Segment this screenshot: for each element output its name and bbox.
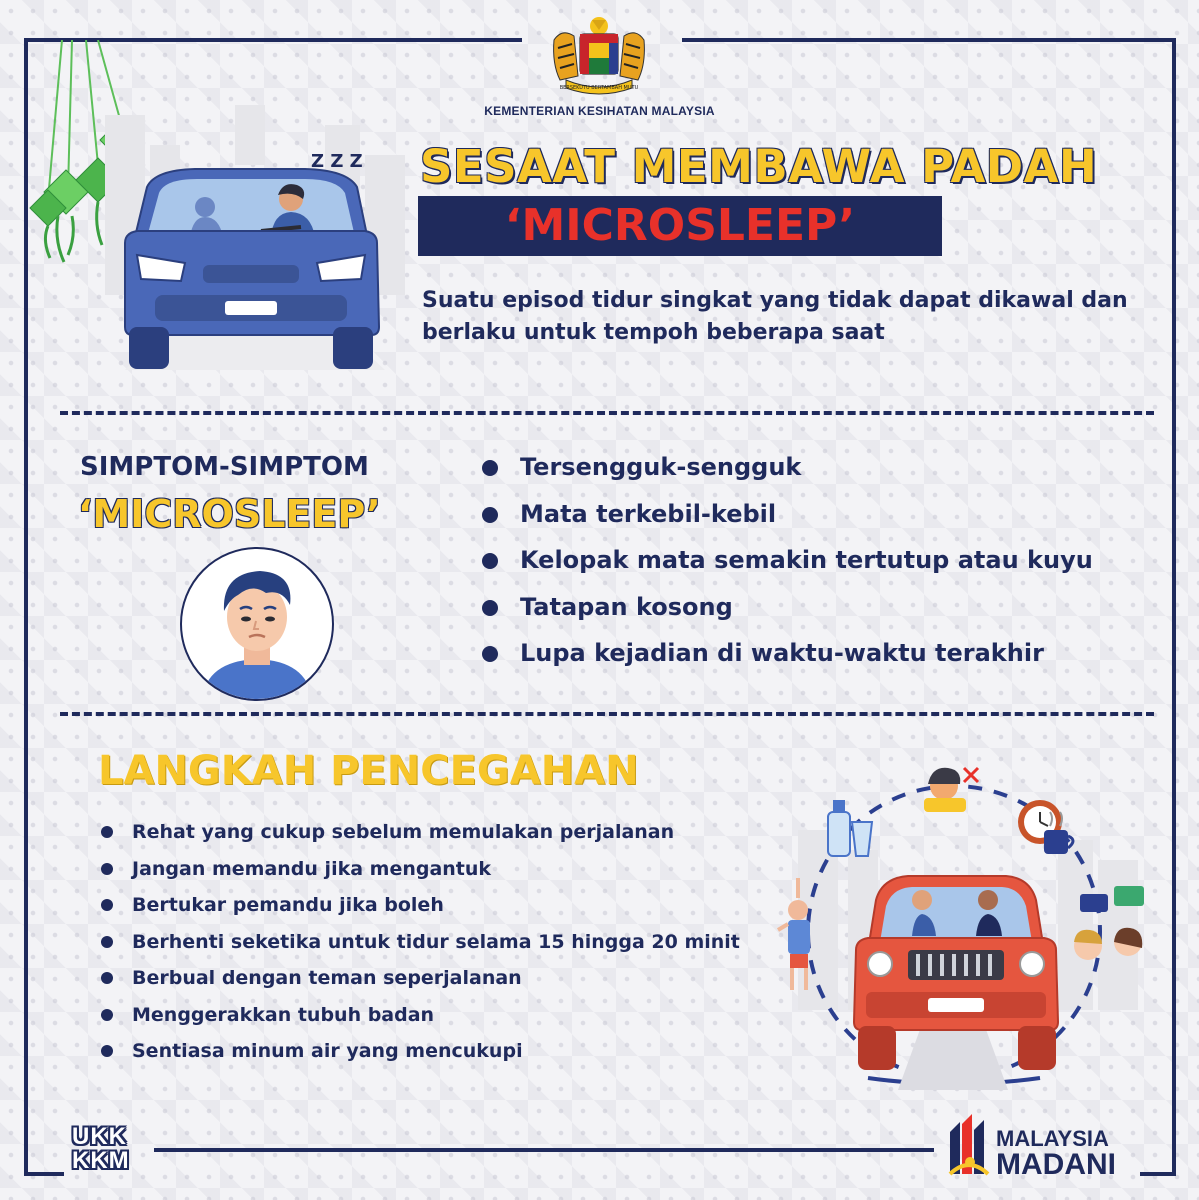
divider-middle <box>60 712 1154 716</box>
list-item: Mata terkebil-kebil <box>478 494 1093 541</box>
list-item: Berhenti seketika untuk tidur selama 15 hingga 20 minit <box>98 926 740 963</box>
malaysia-madani-logo-icon <box>944 1112 994 1184</box>
madani-logo-line2: MADANI <box>996 1148 1116 1181</box>
ukk-kkm-logo <box>72 1125 142 1173</box>
symptoms-subtitle: ‘MICROSLEEP’ <box>78 492 381 536</box>
list-item: Bertukar pemandu jika boleh <box>98 889 740 926</box>
prevention-title: LANGKAH PENCEGAHAN <box>98 748 639 794</box>
frame-bottom-right <box>1140 1172 1176 1176</box>
prevention-illustration <box>768 760 1158 1100</box>
frame-right <box>1172 38 1176 1176</box>
coat-of-arms-icon <box>544 14 654 100</box>
list-item: Jangan memandu jika mengantuk <box>98 853 740 890</box>
tired-person-avatar <box>180 547 334 701</box>
madani-logo-line1: MALAYSIA <box>996 1126 1109 1151</box>
frame-bottom-mid <box>154 1148 934 1152</box>
symptoms-list <box>478 447 1093 680</box>
frame-top-right <box>682 38 1176 42</box>
list-item: Tatapan kosong <box>478 587 1093 634</box>
list-item: Sentiasa minum air yang mencukupi <box>98 1035 740 1072</box>
ukk-logo-line2: KKM <box>72 1147 130 1174</box>
hero-description: Suatu episod tidur singkat yang tidak dapat dikawal dan berlaku untuk tempoh beberapa saat <box>422 288 1128 345</box>
ministry-name: KEMENTERIAN KESIHATAN MALAYSIA <box>484 104 715 118</box>
ukk-logo-line1: UKK <box>72 1123 127 1150</box>
symptoms-title: SIMPTOM-SIMPTOM <box>80 452 369 482</box>
zzz-label: Z Z Z <box>311 151 363 172</box>
list-item: Menggerakkan tubuh badan <box>98 999 740 1036</box>
prevention-list <box>98 816 740 1072</box>
list-item: Rehat yang cukup sebelum memulakan perjalanan <box>98 816 740 853</box>
hero-subtitle: ‘MICROSLEEP’ <box>504 200 856 251</box>
list-item: Kelopak mata semakin tertutup atau kuyu <box>478 540 1093 587</box>
list-item: Lupa kejadian di waktu-waktu terakhir <box>478 633 1093 680</box>
hero-title: SESAAT MEMBAWA PADAH <box>420 140 1098 193</box>
sleepy-driver-car-illustration <box>85 95 415 380</box>
emblem-motto: BERSEKUTU BERTAMBAH MUTU <box>559 85 639 91</box>
list-item: Berbual dengan teman seperjalanan <box>98 962 740 999</box>
divider-top <box>60 411 1154 415</box>
tired-person-icon <box>182 549 332 699</box>
frame-bottom-left <box>24 1172 64 1176</box>
list-item: Tersengguk-sengguk <box>478 447 1093 494</box>
